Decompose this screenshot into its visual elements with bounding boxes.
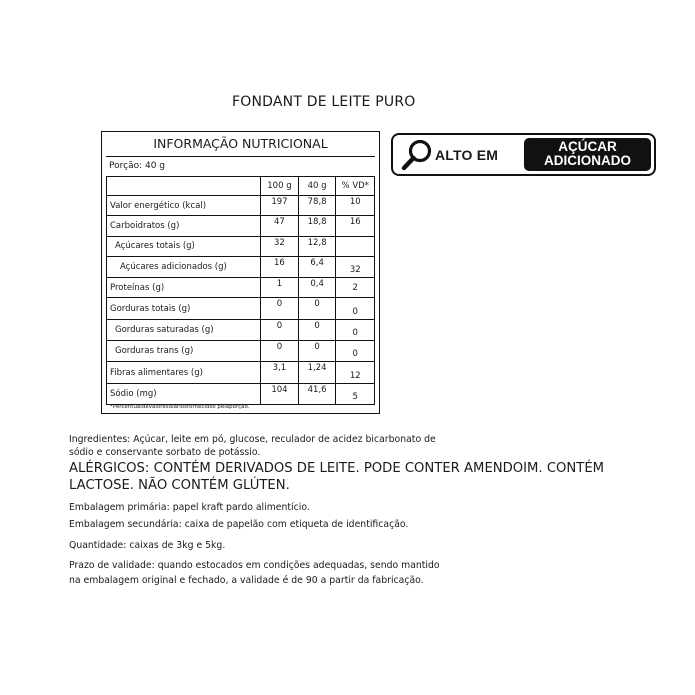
- value-100g: 104: [261, 383, 299, 404]
- nutrient-label: Proteínas (g): [107, 278, 261, 298]
- nutrient-label: Gorduras trans (g): [107, 341, 261, 362]
- table-row: [107, 319, 375, 340]
- product-title: FONDANT DE LEITE PURO: [232, 94, 416, 110]
- allergens-line: LACTOSE. NÃO CONTÉM GLÚTEN.: [69, 478, 290, 493]
- nutrient-label: Açúcares totais (g): [107, 236, 261, 256]
- header-vd: % VD*: [336, 177, 375, 196]
- value-40g: 0: [298, 341, 336, 362]
- value-40g: 0,4: [298, 278, 336, 298]
- header-100g: 100 g: [261, 177, 299, 196]
- nutrient-label: Valor energético (kcal): [107, 196, 261, 216]
- value-vd: 0: [336, 298, 375, 319]
- value-vd: 0: [336, 319, 375, 340]
- nutrient-label: Carboidratos (g): [107, 216, 261, 236]
- nutrition-facts-panel: [101, 131, 380, 414]
- value-40g: 0: [298, 319, 336, 340]
- allergens-text: [69, 460, 604, 494]
- table-row: [107, 196, 375, 216]
- table-row: [107, 362, 375, 383]
- table-row: [107, 278, 375, 298]
- daily-value-footnote: *Percentualdevaloresdiáriosfornecidos pelaporção.: [110, 404, 250, 410]
- value-40g: 6,4: [298, 256, 336, 277]
- nutrition-table: [106, 176, 375, 405]
- value-100g: 32: [261, 236, 299, 256]
- ingredients-text: [69, 434, 436, 459]
- portion-size: Porção: 40 g: [109, 161, 166, 171]
- divider: [106, 156, 375, 157]
- shelf-life-text: [69, 558, 440, 588]
- value-vd: 5: [336, 383, 375, 404]
- header-40g: 40 g: [298, 177, 336, 196]
- added-sugar-line1: AÇÚCAR: [558, 139, 617, 154]
- value-100g: 47: [261, 216, 299, 236]
- value-vd: 32: [336, 256, 375, 277]
- ingredients-line: Ingredientes: Açúcar, leite em pó, glucose, reculador de acidez bicarbonato de: [69, 434, 436, 445]
- value-40g: 1,24: [298, 362, 336, 383]
- value-100g: 16: [261, 256, 299, 277]
- shelf-life-line: Prazo de validade: quando estocados em condições adequadas, sendo mantido: [69, 560, 440, 571]
- value-100g: 3,1: [261, 362, 299, 383]
- value-100g: 0: [261, 341, 299, 362]
- table-row: [107, 236, 375, 256]
- header-blank-cell: [107, 177, 261, 196]
- added-sugar-line2: ADICIONADO: [544, 153, 631, 168]
- table-row: [107, 216, 375, 236]
- value-40g: 18,8: [298, 216, 336, 236]
- value-vd: 0: [336, 341, 375, 362]
- value-vd: [336, 236, 375, 256]
- allergens-line: ALÉRGICOS: CONTÉM DERIVADOS DE LEITE. PODE CONTER AMENDOIM. CONTÉM: [69, 461, 605, 476]
- value-100g: 0: [261, 298, 299, 319]
- quantity-info: Quantidade: caixas de 3kg e 5kg.: [69, 540, 226, 551]
- secondary-packaging: Embalagem secundária: caixa de papelão com etiqueta de identificação.: [69, 519, 409, 530]
- shelf-life-line: na embalagem original e fechado, a validade é de 90 a partir da fabricação.: [69, 575, 424, 586]
- value-40g: 12,8: [298, 236, 336, 256]
- high-added-sugar-warning: [391, 133, 656, 176]
- nutrition-heading: INFORMAÇÃO NUTRICIONAL: [153, 136, 328, 151]
- alto-em-label: ALTO EM: [435, 147, 499, 163]
- value-vd: 2: [336, 278, 375, 298]
- nutrient-label: Gorduras saturadas (g): [107, 319, 261, 340]
- value-100g: 197: [261, 196, 299, 216]
- ingredients-line: sódio e conservante sorbato de potássio.: [69, 446, 261, 458]
- value-40g: 0: [298, 298, 336, 319]
- table-row: [107, 298, 375, 319]
- nutrient-label: Fibras alimentares (g): [107, 362, 261, 383]
- nutrient-label: Açúcares adicionados (g): [107, 256, 261, 277]
- primary-packaging: Embalagem primária: papel kraft pardo alimentício.: [69, 502, 310, 513]
- value-100g: 0: [261, 319, 299, 340]
- value-vd: 10: [336, 196, 375, 216]
- value-vd: 12: [336, 362, 375, 383]
- table-header-row: [107, 177, 375, 196]
- magnifier-icon: [400, 138, 436, 177]
- nutrient-label: Gorduras totais (g): [107, 298, 261, 319]
- value-40g: 78,8: [298, 196, 336, 216]
- value-vd: 16: [336, 216, 375, 236]
- added-sugar-label-box: [524, 138, 651, 171]
- table-row: [107, 256, 375, 277]
- nutrient-label: Sódio (mg): [107, 383, 261, 404]
- table-row: [107, 383, 375, 404]
- value-100g: 1: [261, 278, 299, 298]
- value-40g: 41,6: [298, 383, 336, 404]
- table-row: [107, 341, 375, 362]
